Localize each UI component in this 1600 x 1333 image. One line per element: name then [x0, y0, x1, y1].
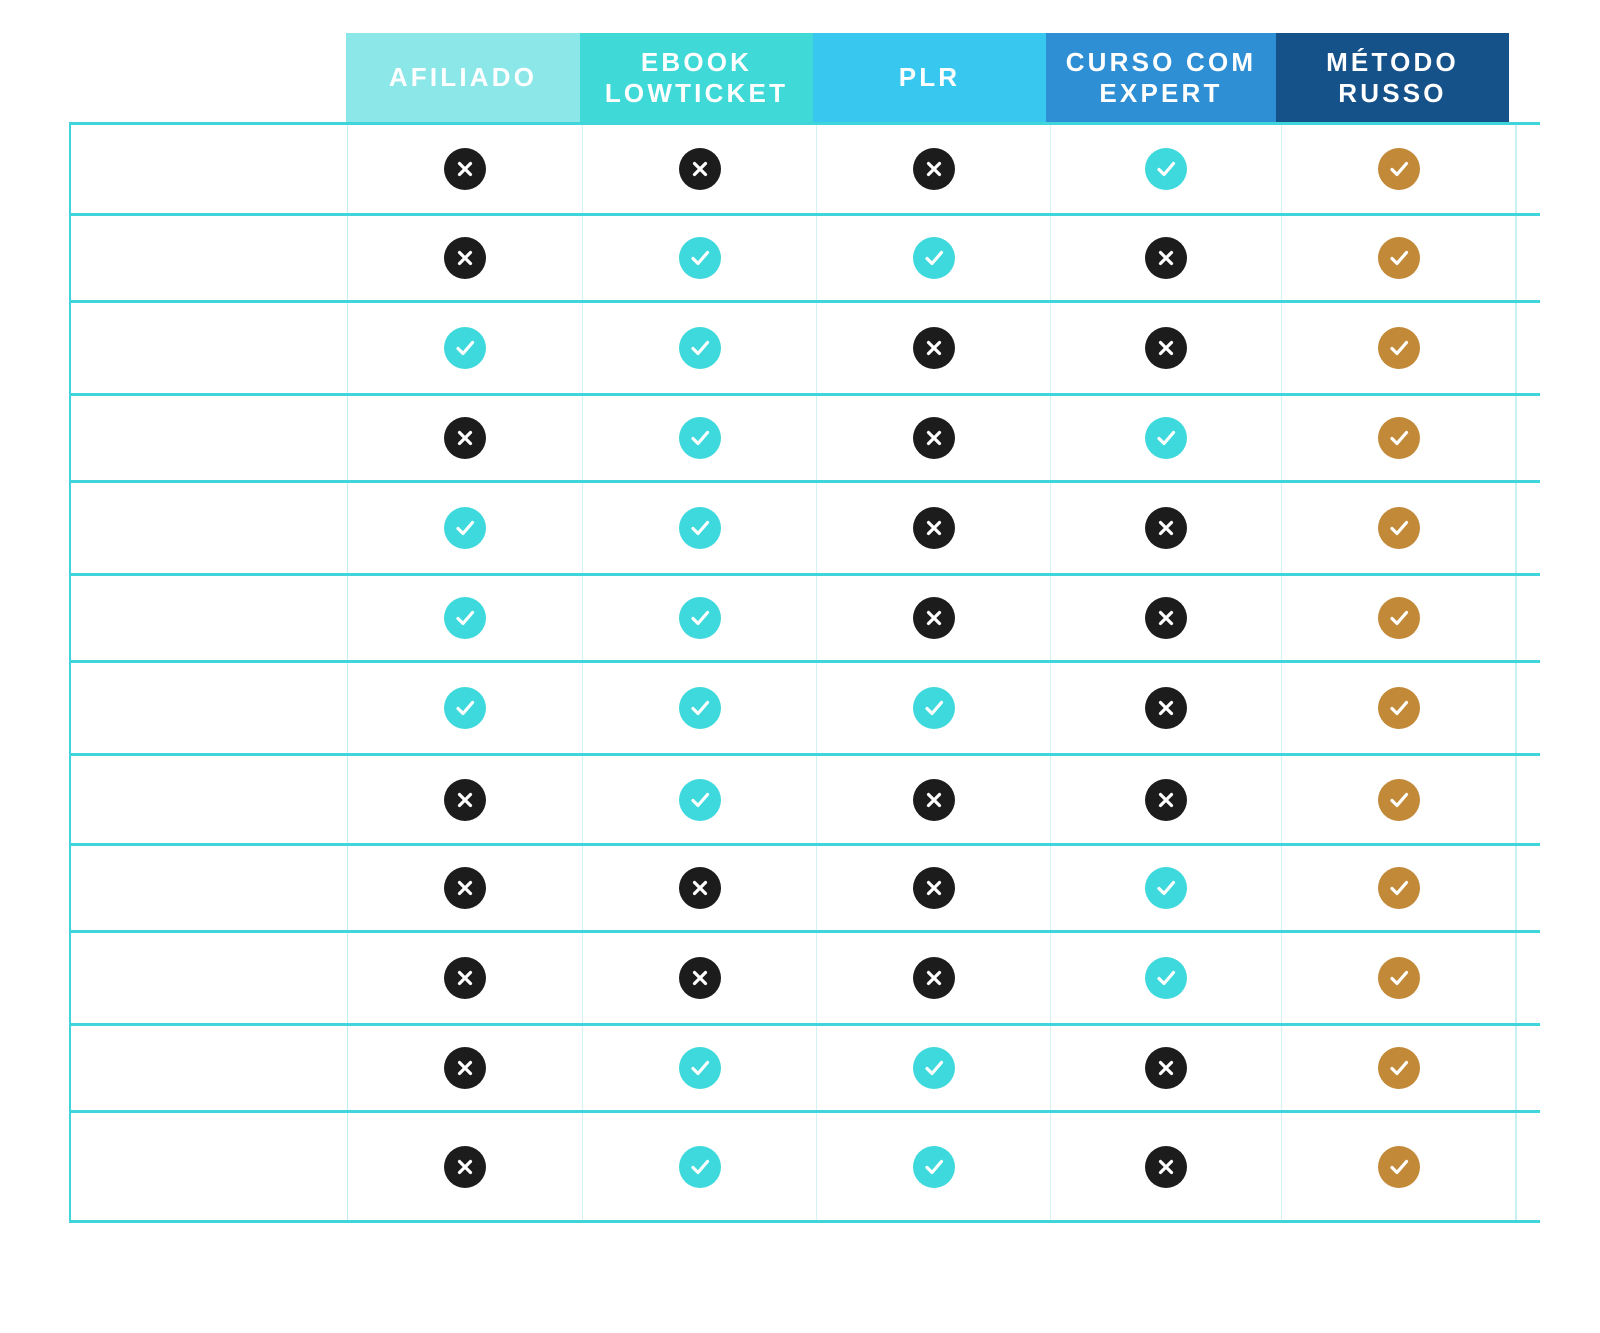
check-icon: [1145, 148, 1187, 190]
row-label-cell: [71, 216, 348, 300]
cross-icon: [913, 779, 955, 821]
row-label-cell: [71, 125, 348, 213]
gold-check-icon: [1378, 1146, 1420, 1188]
column-header-label: MÉTODO RUSSO: [1326, 46, 1459, 108]
table-row: [71, 216, 1540, 303]
table-cell: [583, 933, 817, 1023]
check-icon: [679, 1146, 721, 1188]
check-icon: [1145, 867, 1187, 909]
table-cell: [348, 1026, 583, 1110]
row-label-cell: [71, 483, 348, 573]
table-cell: [583, 125, 817, 213]
check-icon: [444, 597, 486, 639]
table-cell: [1282, 756, 1517, 843]
column-header-afiliado: [346, 33, 580, 122]
check-icon: [913, 237, 955, 279]
check-icon: [679, 597, 721, 639]
table-cell: [348, 216, 583, 300]
cross-icon: [444, 957, 486, 999]
check-icon: [679, 417, 721, 459]
table-row: [71, 846, 1540, 933]
gold-check-icon: [1378, 867, 1420, 909]
gold-check-icon: [1378, 417, 1420, 459]
table-cell: [1282, 663, 1517, 753]
row-label-cell: [71, 663, 348, 753]
row-label-cell: [71, 396, 348, 480]
table-cell: [1051, 576, 1282, 660]
table-row: [71, 1026, 1540, 1113]
row-label-cell: [71, 756, 348, 843]
table-row: [71, 576, 1540, 663]
table-cell: [583, 483, 817, 573]
gold-check-icon: [1378, 148, 1420, 190]
table-cell: [817, 756, 1051, 843]
cross-icon: [913, 327, 955, 369]
table-cell: [348, 303, 583, 393]
table-cell: [1051, 756, 1282, 843]
gold-check-icon: [1378, 687, 1420, 729]
table-cell: [1051, 396, 1282, 480]
table-cell: [817, 483, 1051, 573]
check-icon: [1145, 417, 1187, 459]
row-label-cell: [71, 1113, 348, 1220]
check-icon: [679, 1047, 721, 1089]
table-cell: [1282, 125, 1517, 213]
table-cell: [1051, 663, 1282, 753]
cross-icon: [679, 148, 721, 190]
check-icon: [913, 1047, 955, 1089]
cross-icon: [1145, 687, 1187, 729]
cross-icon: [444, 779, 486, 821]
column-header-plr: [813, 33, 1046, 122]
row-label-cell: [71, 933, 348, 1023]
cross-icon: [913, 148, 955, 190]
gold-check-icon: [1378, 597, 1420, 639]
table-body: [69, 122, 1540, 1223]
check-icon: [444, 327, 486, 369]
gold-check-icon: [1378, 957, 1420, 999]
cross-icon: [1145, 237, 1187, 279]
cross-icon: [444, 1047, 486, 1089]
check-icon: [679, 779, 721, 821]
table-row: [71, 303, 1540, 396]
cross-icon: [913, 957, 955, 999]
cross-icon: [444, 867, 486, 909]
comparison-table: [69, 33, 1540, 1223]
header-blank-cell: [69, 33, 346, 122]
table-row: [71, 1113, 1540, 1223]
check-icon: [679, 237, 721, 279]
table-cell: [1051, 1026, 1282, 1110]
column-header-label: EBOOK LOWTICKET: [604, 46, 789, 108]
cross-icon: [679, 867, 721, 909]
check-icon: [444, 507, 486, 549]
cross-icon: [913, 507, 955, 549]
table-cell: [817, 663, 1051, 753]
table-row: [71, 933, 1540, 1026]
table-cell: [348, 1113, 583, 1220]
cross-icon: [1145, 327, 1187, 369]
cross-icon: [444, 417, 486, 459]
check-icon: [1145, 957, 1187, 999]
gold-check-icon: [1378, 779, 1420, 821]
table-cell: [583, 303, 817, 393]
column-header-label: PLR: [898, 62, 961, 92]
column-header-metodo-russo: [1276, 33, 1509, 122]
check-icon: [913, 687, 955, 729]
table-cell: [1051, 125, 1282, 213]
cross-icon: [1145, 1047, 1187, 1089]
cross-icon: [444, 237, 486, 279]
cross-icon: [679, 957, 721, 999]
cross-icon: [1145, 779, 1187, 821]
table-cell: [817, 576, 1051, 660]
table-cell: [1282, 576, 1517, 660]
table-cell: [348, 125, 583, 213]
table-row: [71, 756, 1540, 846]
gold-check-icon: [1378, 327, 1420, 369]
table-row: [71, 483, 1540, 576]
gold-check-icon: [1378, 507, 1420, 549]
table-cell: [817, 846, 1051, 930]
check-icon: [913, 1146, 955, 1188]
cross-icon: [444, 1146, 486, 1188]
table-cell: [583, 663, 817, 753]
check-icon: [679, 507, 721, 549]
table-cell: [583, 396, 817, 480]
table-cell: [583, 1026, 817, 1110]
cross-icon: [1145, 1146, 1187, 1188]
cross-icon: [444, 148, 486, 190]
table-cell: [348, 663, 583, 753]
table-cell: [1051, 1113, 1282, 1220]
table-cell: [583, 216, 817, 300]
row-label-cell: [71, 303, 348, 393]
table-cell: [583, 1113, 817, 1220]
table-cell: [583, 756, 817, 843]
table-cell: [817, 125, 1051, 213]
gold-check-icon: [1378, 1047, 1420, 1089]
table-cell: [1282, 846, 1517, 930]
cross-icon: [913, 597, 955, 639]
column-header-ebook-lowticket: [580, 33, 813, 122]
table-cell: [817, 396, 1051, 480]
cross-icon: [1145, 597, 1187, 639]
check-icon: [444, 687, 486, 729]
table-cell: [348, 396, 583, 480]
table-cell: [348, 576, 583, 660]
row-label-cell: [71, 576, 348, 660]
table-cell: [1051, 846, 1282, 930]
header-row: [69, 33, 1540, 122]
table-cell: [1282, 1026, 1517, 1110]
cross-icon: [913, 867, 955, 909]
table-cell: [1051, 933, 1282, 1023]
table-cell: [1051, 303, 1282, 393]
column-header-curso-com-expert: [1046, 33, 1276, 122]
table-cell: [348, 933, 583, 1023]
column-header-label: CURSO COM EXPERT: [1065, 46, 1257, 108]
check-icon: [679, 327, 721, 369]
table-cell: [817, 1113, 1051, 1220]
table-cell: [583, 576, 817, 660]
table-cell: [817, 303, 1051, 393]
table-row: [71, 663, 1540, 756]
table-cell: [348, 483, 583, 573]
row-label-cell: [71, 1026, 348, 1110]
table-cell: [1051, 216, 1282, 300]
table-cell: [1282, 483, 1517, 573]
table-row: [71, 396, 1540, 483]
cross-icon: [913, 417, 955, 459]
table-cell: [817, 1026, 1051, 1110]
table-cell: [583, 846, 817, 930]
table-cell: [1282, 396, 1517, 480]
cross-icon: [1145, 507, 1187, 549]
table-row: [71, 125, 1540, 216]
row-label-cell: [71, 846, 348, 930]
table-cell: [1051, 483, 1282, 573]
column-header-label: AFILIADO: [388, 62, 538, 92]
table-cell: [348, 756, 583, 843]
table-cell: [1282, 933, 1517, 1023]
gold-check-icon: [1378, 237, 1420, 279]
check-icon: [679, 687, 721, 729]
table-cell: [1282, 1113, 1517, 1220]
table-cell: [817, 933, 1051, 1023]
table-cell: [1282, 216, 1517, 300]
table-cell: [1282, 303, 1517, 393]
table-cell: [817, 216, 1051, 300]
table-cell: [348, 846, 583, 930]
